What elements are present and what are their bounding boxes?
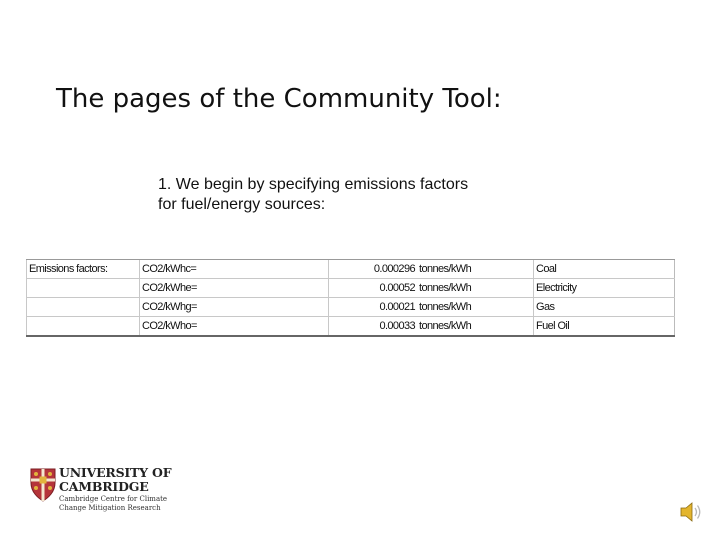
table-cell-label[interactable]: Emissions factors: bbox=[27, 260, 140, 279]
logo-cambridge: CAMBRIDGE bbox=[59, 479, 149, 494]
logo-centre-name-line1: Cambridge Centre for Climate bbox=[59, 495, 168, 503]
table-cell-formula[interactable]: CO2/kWhg= bbox=[140, 298, 329, 317]
body-line-1: 1. We begin by specifying emissions factors bbox=[158, 176, 469, 193]
speaker-icon[interactable] bbox=[679, 500, 703, 524]
table-cell-value[interactable]: 0.000296 bbox=[329, 260, 418, 279]
body-line-2: for fuel/energy sources: bbox=[158, 196, 326, 213]
table-cell-value[interactable]: 0.00052 bbox=[329, 279, 418, 298]
table-row bbox=[27, 260, 675, 279]
table-cell-unit[interactable]: tonnes/kWh bbox=[417, 317, 534, 337]
table-cell-unit[interactable]: tonnes/kWh bbox=[417, 260, 534, 279]
table-cell-label[interactable] bbox=[27, 279, 140, 298]
university-crest-icon bbox=[30, 468, 56, 502]
table-cell-formula[interactable]: CO2/kWhc= bbox=[140, 260, 329, 279]
logo-centre-name-line2: Change Mitigation Research bbox=[59, 504, 161, 512]
table-cell-source[interactable]: Fuel Oil bbox=[534, 317, 675, 337]
table-cell-formula[interactable]: CO2/kWhe= bbox=[140, 279, 329, 298]
table-cell-value[interactable]: 0.00021 bbox=[329, 298, 418, 317]
slide-title: The pages of the Community Tool: bbox=[56, 84, 502, 114]
table-cell-unit[interactable]: tonnes/kWh bbox=[417, 279, 534, 298]
slide-body-text bbox=[158, 175, 538, 215]
cambridge-logo bbox=[30, 465, 172, 518]
table-cell-label[interactable] bbox=[27, 317, 140, 337]
table-cell-source[interactable]: Coal bbox=[534, 260, 675, 279]
table-cell-source[interactable]: Gas bbox=[534, 298, 675, 317]
logo-university-of: UNIVERSITY OF bbox=[59, 465, 172, 480]
table-row bbox=[27, 298, 675, 317]
table-cell-value[interactable]: 0.00033 bbox=[329, 317, 418, 337]
table-row bbox=[27, 317, 675, 337]
table-cell-source[interactable]: Electricity bbox=[534, 279, 675, 298]
table-cell-unit[interactable]: tonnes/kWh bbox=[417, 298, 534, 317]
emissions-factors-table bbox=[26, 259, 675, 337]
table-cell-label[interactable] bbox=[27, 298, 140, 317]
table-row bbox=[27, 279, 675, 298]
table-cell-formula[interactable]: CO2/kWho= bbox=[140, 317, 329, 337]
